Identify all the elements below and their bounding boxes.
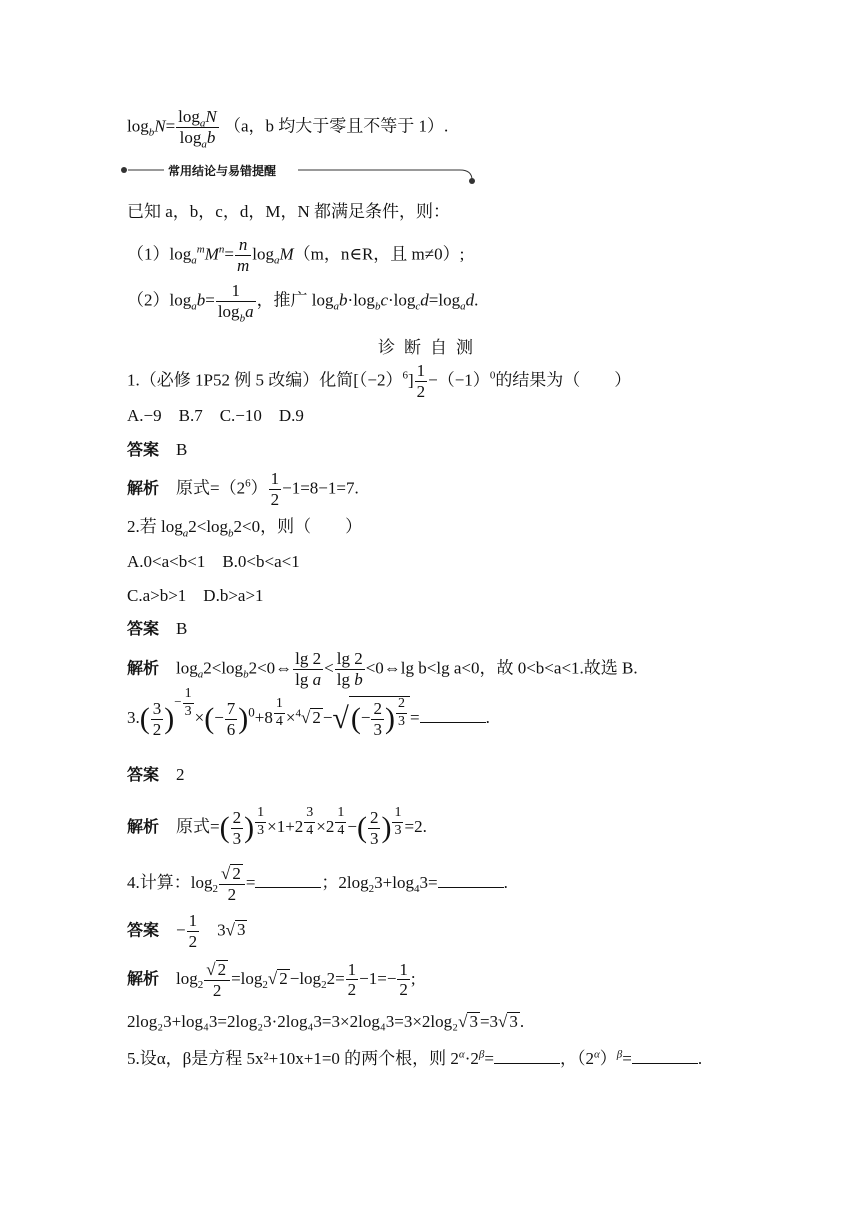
question-2-options-2: C.a>b>1 D.b>a>1 bbox=[127, 586, 264, 605]
question-1-analysis: 解析 原式$=(2^6)$ $\frac{1}{2}$ −1=8−1=7. bbox=[127, 469, 359, 509]
question-1-options: A.−9 B.7 C.−10 D.9 bbox=[127, 406, 304, 425]
section-title: 诊断自测 bbox=[378, 338, 482, 357]
formula-note: （a，b 均大于零且不等于 1）. bbox=[224, 116, 449, 136]
section-header bbox=[120, 156, 480, 186]
question-2-analysis: 解析 $\log_a2<\log_b2<0\Leftrightarrow$ $\frac{\lg 2}{\text{lg a}}$ < $\frac{\lg 2}{\text{lg b}}$ <0⇔lg b<lg a<0，故 0<b<a<1.故选 B. bbox=[127, 649, 638, 689]
section-header-title: 常用结论与易错提醒 bbox=[168, 164, 277, 178]
conclusion-item-1: $(1)\log_a^mM^n=$ $\frac{n}{m}$ $\log_aM(m$，n∈R，且 m≠0）; bbox=[127, 235, 465, 275]
question-2-answer: 答案 B bbox=[127, 619, 188, 638]
question-2: 2.若 $\log_a2<\log_b2<0$，则（ ） bbox=[127, 517, 363, 540]
question-2-options-1: A.0<a<b<1 B.0<b<a<1 bbox=[127, 552, 300, 571]
question-4-analysis: 解析 $\log_2$ $\frac{√ 2}{2}$ $=\log_2√$ $2 -\log_22=$ $\frac{1}{2}$ −1=− $\frac{1}{2}$ ; bbox=[127, 959, 416, 1000]
question-4: 4.计算：$\log_2$ $\frac{√ 2}{2}$ = ；$2\log_23+\log_43=$ . bbox=[127, 864, 508, 904]
question-1-answer: 答案 B bbox=[127, 440, 188, 459]
question-4-analysis-line-2: 2log₂3+log₄3=2log₂3·2log₄3=3×2log₄3=3×2log₂√ 3 =3√ 3 . bbox=[127, 1012, 525, 1031]
question-4-answer: 答案 − $\frac{1}{2}$ 3√ 3 bbox=[127, 911, 246, 951]
question-5: 5.设α，β是方程 5x²+10x+1=0 的两个根，则 $2^\alpha\cdot 2^\beta=$ ，$(2^\alpha)^\beta=$ . bbox=[127, 1048, 703, 1068]
question-3-analysis: 解析 原式=( $\frac{2}{3}$ ) $^{\frac{1}{3}}$ ×1+2 $^{\frac{3}{4}}$ ×2 $^{\frac{1}{4}}$ −( $\frac{2}{3}$ ) $^{\frac{1}{3}}$ =2. bbox=[127, 805, 427, 848]
question-3-answer: 答案 2 bbox=[127, 765, 185, 784]
conclusion-intro: 已知 a，b，c，d，M，N 都满足条件，则： bbox=[127, 202, 450, 221]
question-3: 3.( $\frac{3}{2}$ )$^{- \frac{1}{3}}$ ×(− $\frac{7}{6}$ )$^0$+8 $^{\frac{1}{4}}$ ×$^4$√ 2 −√(− $\frac{2}{3}$ ) $^{\frac{2}{3}}$ = . bbox=[127, 686, 490, 739]
conclusion-item-2: $(2)\log_ab=$ $\frac{1}{\log_ba}$ ，推广 $\log_ab\cdot\log_bc\cdot\log_cd=\log_ad$. bbox=[127, 281, 479, 325]
top-formula: $\log_bN=$ $\frac{\log_aN}{\log_ab}$ （a，b 均大于零且不等于 1）. bbox=[127, 107, 449, 151]
question-1: 1.（必修 1P52 例 5 改编）化简$[(-2)^6]$ $\frac{1}{2}$ $-(-1)^0$的结果为（ ） bbox=[127, 361, 632, 401]
